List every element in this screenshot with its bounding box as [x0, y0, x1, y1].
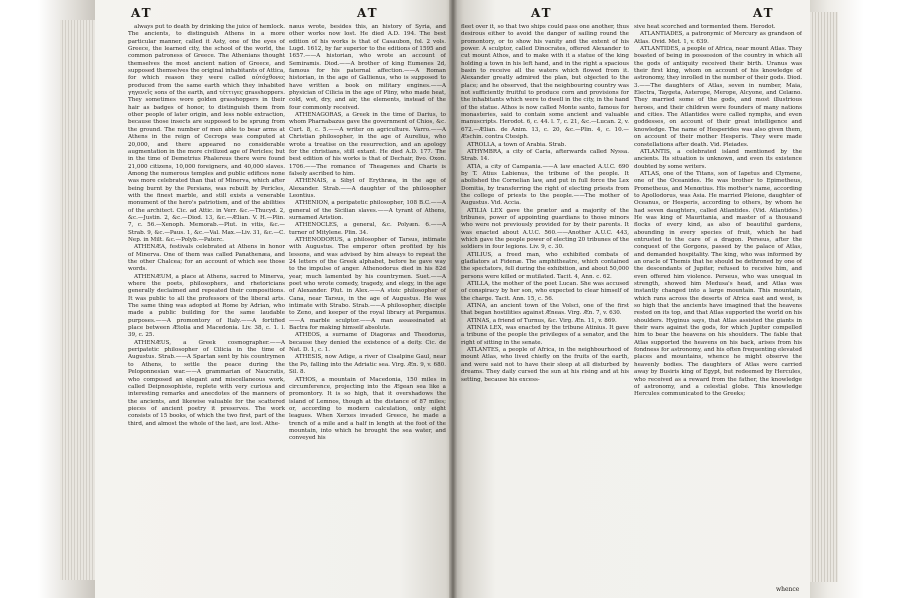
entry-paragraph: ATLANTIS, a celebrated island mentioned by the ancients. Its situation is unknown, and even its existence doubted by some writers.: [634, 148, 802, 170]
entry-paragraph: ATLAS, one of the Titans, son of Iapetus and Clymene, one of the Oceanides. He was brother to Epimetheus, Prometheus, and Menœtius. His mother's name, according to Apollodorus, was Asia. He married Pleione, daughter of Oceanus, or Hesperis, according to others, by whom he had seven daughters, called Atlantides. (Vid. Atlantides.) He was king of Mauritania, and master of a thousand flocks of every kind, as also of beautiful gardens, abounding in every species of fruit, which he had entrusted to the care of a dragon. Perseus, after the conquest of the Gorgons, passed by the palace of Atlas, and demanded hospitality. The king, who was informed by an oracle of Themis that he should be dethroned by one of the descendants of Jupiter, refused to receive him, and even offered him violence. Perseus, who was unequal in strength, showed him Medusa's head, and Atlas was instantly changed into a large mountain. This mountain, which runs across the deserts of Africa east and west, is so high that the ancients have imagined that the heavens rested on its top, and that Atlas supported the world on his shoulders. Hyginus says, that Atlas assisted the giants in their wars against the gods, for which Jupiter compelled him to bear the heavens on his shoulders. The fable that Atlas supported the heavens on his back, arises from his fondness for astronomy, and his often frequenting elevated places and mountains, whence he might observe the heavenly bodies. The daughters of Atlas were carried away by Busiris king of Egypt, but redeemed by Hercules, who received as a reward from the father, the knowledge of astronomy, and a celestial globe. This knowledge Hercules communicated to the Greeks;: [634, 170, 802, 398]
entry-paragraph: ATLANTES, a people of Africa, in the neighbourhood of mount Atlas, who lived chiefly on the fruits of the earth, and were said not to have their sleep at all disturbed by dreams. They daily cursed the sun at his rising and at his setting, because his excess-: [461, 347, 629, 383]
entry-paragraph: ATHEOS, a surname of Diagoras and Theodorus, because they denied the existence of a deity. Cic. de Nat. D. 1, c. 1.: [289, 332, 446, 354]
entry-paragraph: fleet over it, so that two ships could pass one another, thus desirous either to avoid the danger of sailing round the promontory, or to show his vanity and the extent of his power. A sculptor, called Dinocrates, offered Alexander to cut mount Athos, and to make with it a statue of the king holding a town in his left hand, and in the right a spacious basin to receive all the waters which flowed from it. Alexander greatly admired the plan, but objected to the place; and he observed, that the neighbouring country was not sufficiently fruitful to produce corn and provisions for the inhabitants which were to dwell in the city, in the hand of the statue. Athos is now called Monte santo, famous for monasteries, said to contain some ancient and valuable manuscripts. Herodot. 6, c. 44. l. 7, c. 21, &c.—Lucan. 2, v. 672.—Ælian. de Anim. 13, c. 20, &c.—Plin. 4, c. 10.—Æschin. contra Ctesiph.: [461, 24, 629, 141]
entry-paragraph: ATLANTIDES, a people of Africa, near mount Atlas. They boasted of being in possession of the country in which all the gods of antiquity received their birth. Uranus was their first king, whom on account of his knowledge of astronomy, they inrolled in the number of their gods. Diod. 3.——The daughters of Atlas, seven in number, Maia, Electra, Taygeta, Asterope, Merope, Alcyone, and Celæno. They married some of the gods, and most illustrious heroes, and their children were founders of many nations and cities. The Atlantides were called nymphs, and even goddesses, on account of their great intelligence and knowledge. The name of Hesperides was also given them, on account of their mother Hesperis. They were made constellations after death. Vid. Pleiades.: [634, 46, 802, 148]
left-page-header-left: AT: [131, 6, 153, 20]
entry-paragraph: ATILIA LEX gave the prætor and a majority of the tribunes, power of appointing guardians to those minors who were not previously provided for by their parents. It was enacted about A.U.C. 560.——Another A.U.C. 443, which gave the people power of electing 20 tribunes of the soldiers in four legions. Liv. 9, c. 30.: [461, 207, 629, 251]
entry-paragraph: ATINA, an ancient town of the Volsci, one of the first that began hostilities against Æneas. Virg. Æn. 7, v. 630.: [461, 303, 629, 317]
entry-paragraph: ATILLA, the mother of the poet Lucan. She was accused of conspiracy by her son, who expected to clear himself of the charge. Tacit. Ann. 15, c. 56.: [461, 281, 629, 302]
entry-paragraph: ATIA, a city of Campania.——A law enacted A.U.C. 690 by T. Atius Labienus, the tribune of the people. It abolished the Cornelian law, and put in full force the Lex Domitia, by transferring the right of electing priests from the college of priests to the people.——The mother of Augustus. Vid. Accia.: [461, 163, 629, 207]
left-page-stack: [60, 20, 95, 580]
right-page: [453, 0, 810, 598]
entry-paragraph: ATHENODORUS, a philosopher of Tarsus, intimate with Augustus. The emperor often profited by his lessons, and was advised by him always to repeat the 24 letters of the Greek alphabet, before he gave way to the impulse of anger. Athenodorus died in his 82d year, much lamented by his countrymen. Suet.——A poet who wrote comedy, tragedy, and elegy, in the age of Alexander. Plut. in Alex.——A stoic philosopher of Cana, near Tarsus, in the age of Augustus. He was intimate with Strabo. Strab.——A philosopher, disciple to Zeno, and keeper of the royal library at Pergamus.——A marble sculptor.——A man assassinated at Bactra for making himself absolute.: [289, 236, 446, 332]
entry-paragraph: ATHOS, a mountain of Macedonia, 150 miles in circumference, projecting into the Ægean sea like a promontory. It is so high, that it overshadows the island of Lemnos, though at the distance of 87 miles; or, according to modern calculation, only eight leagues. When Xerxes invaded Greece, he made a trench of a mile and a half in length at the foot of the mountain, into which he brought the sea water, and conveyed his: [289, 376, 446, 442]
entry-paragraph: ATLANTIADES, a patronymic of Mercury as grandson of Atlas. Ovid. Met. 1, v. 639.: [634, 31, 802, 45]
entry-paragraph: ATILIUS, a freed man, who exhibited combats of gladiators at Fidenæ. The amphitheatre, which contained the spectators, fell during the exhibition, and about 50,000 persons were killed or mutilated. Tacit. 4, Ann. c. 62.: [461, 251, 629, 280]
entry-paragraph: ATHESIS, now Adige, a river of Cisalpine Gaul, near the Po, falling into the Adriatic sea. Virg. Æn. 9, v. 680. Sil. 8.: [289, 354, 446, 376]
entry-paragraph: ATINIA LEX, was enacted by the tribune Atinius. It gave a tribune of the people the privileges of a senator, and the right of sitting in the senate.: [461, 325, 629, 346]
entry-paragraph: ATHENAGORAS, a Greek in the time of Darius, to whom Pharnabazus gave the government of Chios, &c. Curt. 8, c. 5.——A writer on agriculture. Varro.——A Christian philosopher, in the age of Aurelius, who wrote a treatise on the resurrection, and an apology for the christians, still extant. He died A.D. 177. The best edition of his works is that of Dechair, 8vo. Oxon. 1706.——The romance of Theagenes and Charis is falsely ascribed to him.: [289, 112, 446, 177]
left-page-header-right: AT: [357, 6, 379, 20]
entry-paragraph: næus wrote, besides this, an history of Syria, and other works now lost. He died A.D. 194. The best edition of his works is that of Casaubon, fol. 2 vols. Lugd. 1612, by far superior to the editions of 1595 and 1657.——A historian, who wrote an account of Semiramis. Diod.——A brother of king Eumenes 2d, famous for his paternal affection.——A Roman historian, in the age of Gallienus, who is supposed to have written a book on military engines.——A physician of Cilicia in the age of Pliny, who made heat, cold, wet, dry, and air, the elements, instead of the four commonly received.: [289, 24, 446, 111]
entry-paragraph: ATHENÆUS, a Greek cosmographer.——A peripatetic philosopher of Cilicia in the time of Augustus. Strab.——A Spartan sent by his countrymen to Athens, to settle the peace during the Peloponnesian war.——A grammarian of Naucratis, who composed an elegant and miscellaneous work, called Deipnosophiste, replete with very curious and interesting remarks and anecdotes of the manners of the ancients, and likewise valuable for the scattered pieces of ancient poetry it preserves. The work consists of 15 books, of which the two first, part of the third, and almost the whole of the last, are lost. Athe-: [128, 339, 285, 427]
left-page-column-2: [289, 24, 446, 594]
entry-paragraph: ATROLLA, a town of Arabia. Strab.: [467, 141, 567, 148]
right-page-edges: [810, 0, 900, 598]
entry-paragraph: always put to death by drinking the juice of hemlock. The ancients, to distinguish Athens in a more particular manner, called it Asty, one of the eyes of Greece, the learned city, the school of the world, the common patroness of Greece. The Athenians thought themselves the most ancient nation of Greece, and supposed themselves the original inhabitants of Attica, for which reason they were called αὐτόχθονες produced from the same earth which they inhabited γηγενεῖς sons of the earth, and τέττιγες grasshoppers. They sometimes wore golden grasshoppers in their hair as badges of honor, to distinguish them from other people of later origin, and less noble extraction, because those insects are supposed to be sprung from the ground. The number of men able to bear arms at Athens in the reign of Cecrops was computed at 20,000, and there appeared no considerable augmentation in the more civilized age of Pericles; but in the time of Demetrius Phalereus there were found 21,000 citizens, 10,000 foreigners, and 40,000 slaves. Among the numerous temples and public edifices none was more celebrated than that of Minerva, which after being burnt by the Persians, was rebuilt by Pericles, with the finest marble, and still exists a venerable monument of the hero's patriotism, and of the abilities of the architect. Cic. ad Attic. in Verr. &c.—Thucyd. 2, &c.—Justin. 2, &c.—Diod. 13, &c.—Ælian. V. H.—Plin. 7, c. 56.—Xenoph. Memorab.—Plut. in vitis, &c.—Strab. 9, &c.—Paus. 1, &c.—Val. Max.—Liv. 31, &c.—C. Nep. in Milt. &c.—Polyb.—Paterc.: [128, 24, 285, 243]
entry-paragraph: ATHENÆA, festivals celebrated at Athens in honor of Minerva. One of them was called Panathenæa, and the other Chalcea; for an account of which see those words.: [128, 244, 285, 273]
right-page-column-1: [461, 24, 629, 594]
left-page-edges: [0, 0, 95, 598]
entry-paragraph: ATHENÆUM, a place at Athens, sacred to Minerva, where the poets, philosophers, and rhetoricians generally declaimed and repeated their compositions. It was public to all the professors of the liberal arts. The same thing was adopted at Rome by Adrian, who made a public building for the same laudable purposes.——A promontory of Italy.——A fortified place between Ætolia and Macedonia. Liv. 38, c. 1. l. 39, c. 25.: [128, 273, 285, 339]
entry-paragraph: sive heat scorched and tormented them. Herodot.: [634, 24, 776, 30]
right-page-header-right: AT: [753, 6, 775, 20]
left-page-column-1: [128, 24, 285, 594]
right-page-stack: [810, 12, 838, 582]
entry-paragraph: ATHENOCLES, a general, &c. Polyæn. 6.——A turner of Mitylene. Plin. 34.: [289, 222, 446, 236]
catchword: whence: [776, 586, 800, 593]
right-page-column-2: [634, 24, 802, 594]
right-page-header-left: AT: [531, 6, 553, 20]
entry-paragraph: ATHYMBRA, a city of Caria, afterwards called Nyssa. Strab. 14.: [461, 148, 629, 163]
entry-paragraph: ATINAS, a friend of Turnus, &c. Virg. Æn. 11, v. 869.: [467, 317, 617, 324]
book-gutter: [449, 0, 457, 598]
left-page: [95, 0, 453, 598]
entry-paragraph: ATHENION, a peripatetic philosopher, 108 B.C.——A general of the Sicilian slaves.——A tyrant of Athens, surnamed Aristion.: [289, 200, 446, 221]
entry-paragraph: ATHENAIS, a Sibyl of Erythræa, in the age of Alexander. Strab.——A daughter of the philosopher Leontius.: [289, 178, 446, 199]
